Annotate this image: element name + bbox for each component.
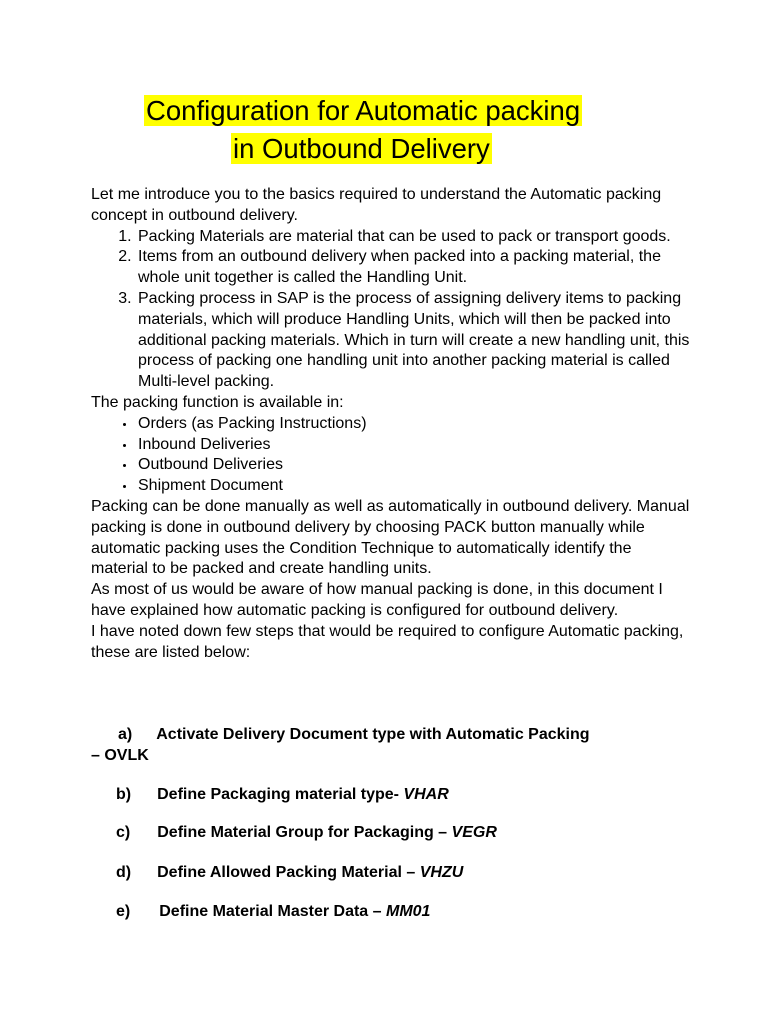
step-text: Activate Delivery Document type with Automatic Packing: [156, 726, 590, 743]
step-a-continuation: [91, 745, 149, 766]
bullet-item-4: • Shipment Document: [136, 476, 691, 497]
step-text: Define Material Group for Packaging –: [157, 824, 448, 841]
intro-paragraph: Let me introduce you to the basics required to understand the Automatic packing concept in outbound delivery.: [91, 186, 662, 224]
bullet-item-2: • Inbound Deliveries: [136, 435, 691, 456]
step-letter: e): [116, 903, 131, 920]
step-text: Define Allowed Packing Material –: [157, 864, 416, 881]
numbered-item-3: 3. Packing process in SAP is the process of assigning delivery items to packing materials, which will produce Handling Units, which will then be packed into additional packing materials. Which in turn will create a new handling unit, this process of packing one handling unit into another packing material is called Multi-level packing.: [136, 289, 691, 393]
step-letter: a): [118, 726, 133, 743]
numbered-item-2: 2. Items from an outbound delivery when packed into a packing material, the whole unit together is called the Handling Unit.: [136, 247, 691, 289]
bullet-item-1: • Orders (as Packing Instructions): [136, 414, 691, 435]
step-code: VHZU: [419, 864, 464, 881]
step-text: Define Material Master Data –: [159, 903, 382, 920]
step-c: [116, 822, 497, 843]
step-code: VHAR: [403, 786, 449, 803]
step-e: [116, 901, 430, 922]
step-code: MM01: [386, 903, 431, 920]
step-letter: b): [116, 786, 132, 803]
step-code: OVLK: [104, 747, 149, 764]
numbered-item-1: 1. Packing Materials are material that can be used to pack or transport goods.: [136, 227, 691, 248]
step-letter: d): [116, 864, 132, 881]
step-b: [116, 784, 449, 805]
step-d: [116, 862, 463, 883]
packing-function-intro: The packing function is available in:: [91, 393, 344, 411]
step-dash: –: [91, 747, 100, 764]
title-highlight-2: in Outbound Delivery: [233, 133, 490, 164]
aware-paragraph: As most of us would be aware of how manual packing is done, in this document I have explained how automatic packing is configured for outbound delivery.: [91, 581, 663, 619]
step-a: [118, 724, 590, 745]
step-text: Define Packaging material type-: [157, 786, 399, 803]
step-letter: c): [116, 824, 131, 841]
title-highlight-1: Configuration for Automatic packing: [146, 95, 581, 126]
manual-packing-paragraph: Packing can be done manually as well as automatically in outbound delivery. Manual packing is done in outbound delivery by choosing PACK button manually while automatic packing uses the Condition Technique to automatically identify the material to be packed and create handling units.: [91, 497, 690, 578]
steps-intro-paragraph: I have noted down few steps that would be required to configure Automatic packing, these are listed below:: [91, 622, 684, 661]
bullet-item-3: • Outbound Deliveries: [136, 455, 691, 476]
step-code: VEGR: [451, 824, 497, 841]
